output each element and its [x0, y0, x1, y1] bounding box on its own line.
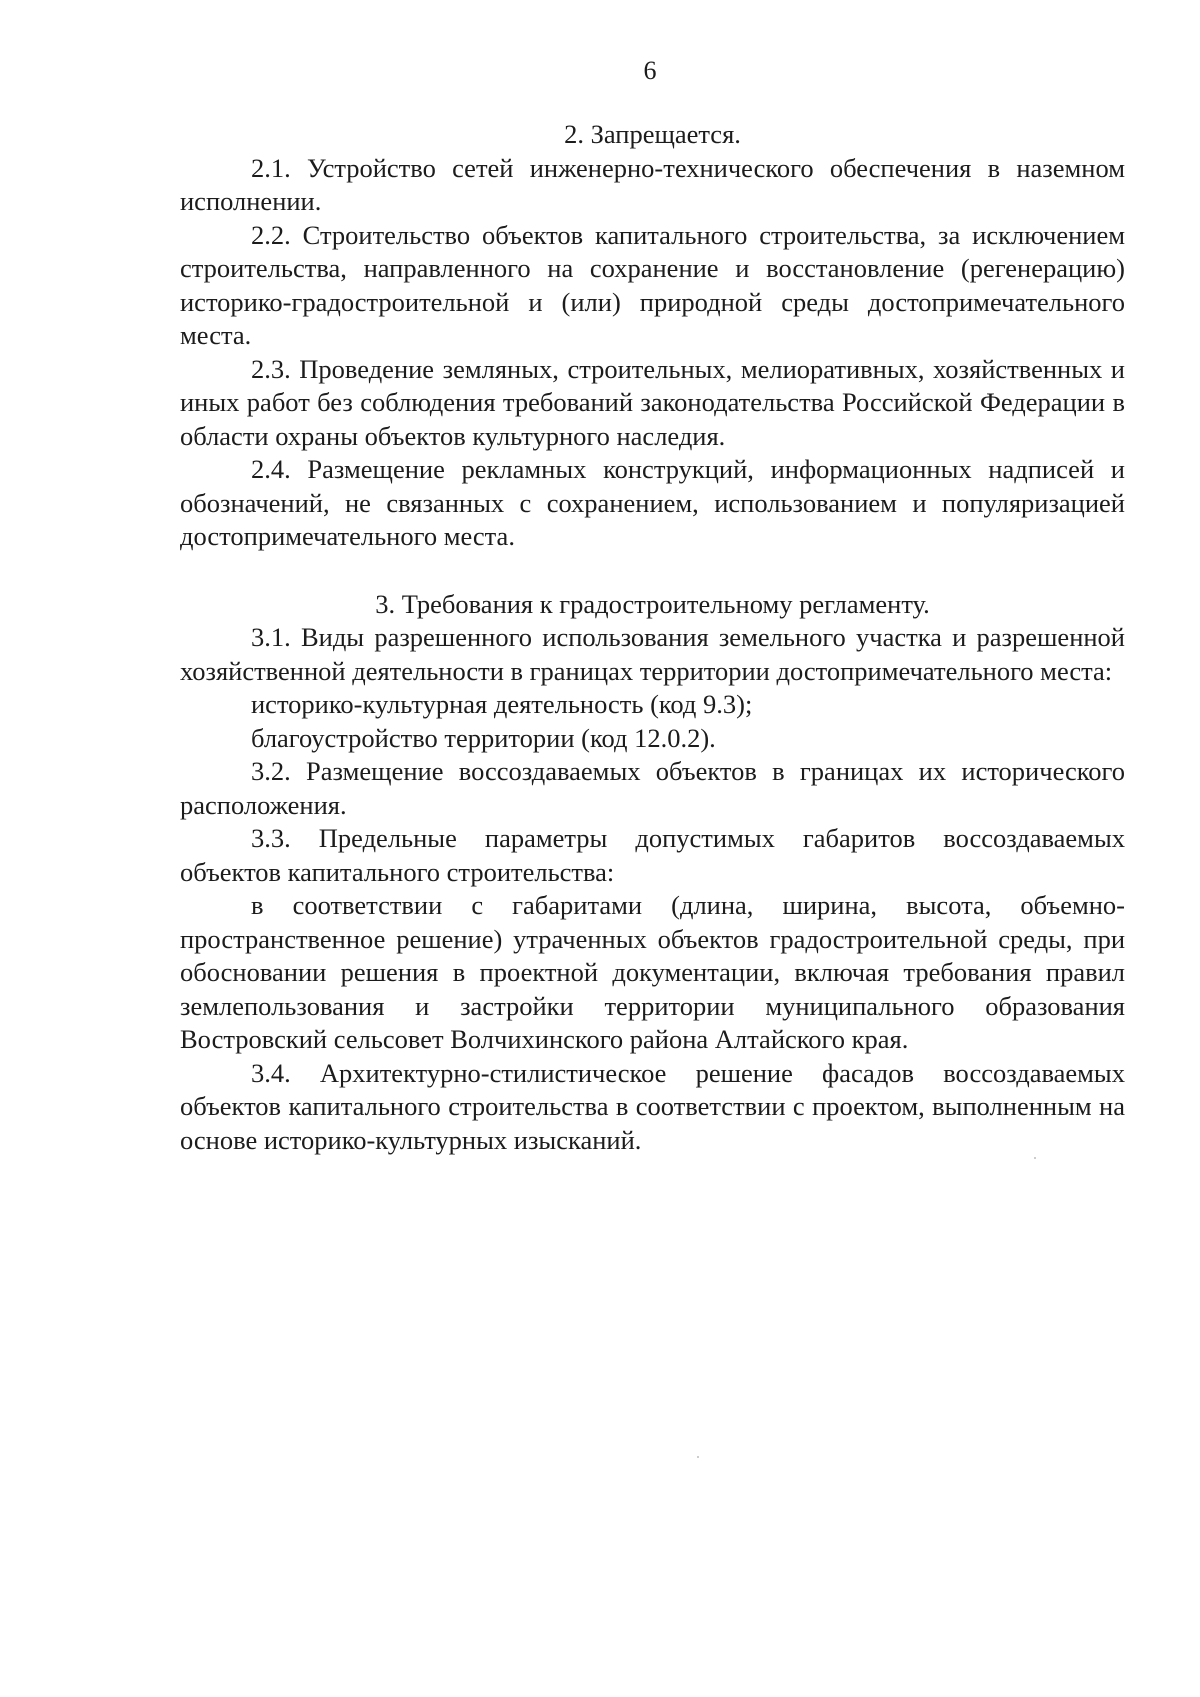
- scan-speck: [697, 1456, 699, 1458]
- paragraph-3-4: 3.4. Архитектурно-стилистическое решение фасадов воссоздаваемых объектов капитального строительства в соответствии с проектом, выполненным на основе историко-культурных изысканий.: [180, 1057, 1125, 1155]
- paragraph-3-2: 3.2. Размещение воссоздаваемых объектов в границах их исторического расположения.: [180, 756, 1125, 820]
- page-number: 6: [643, 56, 657, 85]
- section-3-heading: 3. Требования к градостроительному регламенту.: [375, 588, 930, 619]
- paragraph-3-1-item-1: историко-культурная деятельность (код 9.3);: [251, 689, 753, 719]
- paragraph-2-2: 2.2. Строительство объектов капитального строительства, за исключением строительства, направленного на сохранение и восстановление (регенерацию) историко-градостроительной и (или) природной среды достопримечательного места.: [180, 219, 1125, 350]
- paragraph-3-1-item-2: благоустройство территории (код 12.0.2).: [251, 722, 716, 753]
- paragraph-2-3: 2.3. Проведение земляных, строительных, мелиоративных, хозяйственных и иных работ без соблюдения требований законодательства Российской Федерации в области охраны объектов культурного наследия.: [180, 353, 1125, 451]
- paragraph-3-1: 3.1. Виды разрешенного использования земельного участка и разрешенной хозяйственной деятельности в границах территории достопримечательного места:: [180, 622, 1125, 686]
- section-2-heading: 2. Запрещается.: [564, 119, 741, 149]
- paragraph-2-1: 2.1. Устройство сетей инженерно-технического обеспечения в наземном исполнении.: [180, 152, 1125, 216]
- paragraph-3-3-detail: в соответствии с габаритами (длина, ширина, высота, объемно-пространственное решение) утраченных объектов градостроительной среды, при обосновании решения в проектной документации, включая требования правил землепользования и застройки территории муниципального образования Востровский сельсовет Волчихинского района Алтайского края.: [180, 890, 1125, 1054]
- paragraph-3-3: 3.3. Предельные параметры допустимых габаритов воссоздаваемых объектов капитального строительства:: [180, 823, 1125, 887]
- paragraph-2-4: 2.4. Размещение рекламных конструкций, информационных надписей и обозначений, не связанных с сохранением, использованием и популяризацией достопримечательного места.: [180, 454, 1125, 551]
- scan-speck: [1034, 1157, 1036, 1159]
- document-body: [180, 118, 1125, 1157]
